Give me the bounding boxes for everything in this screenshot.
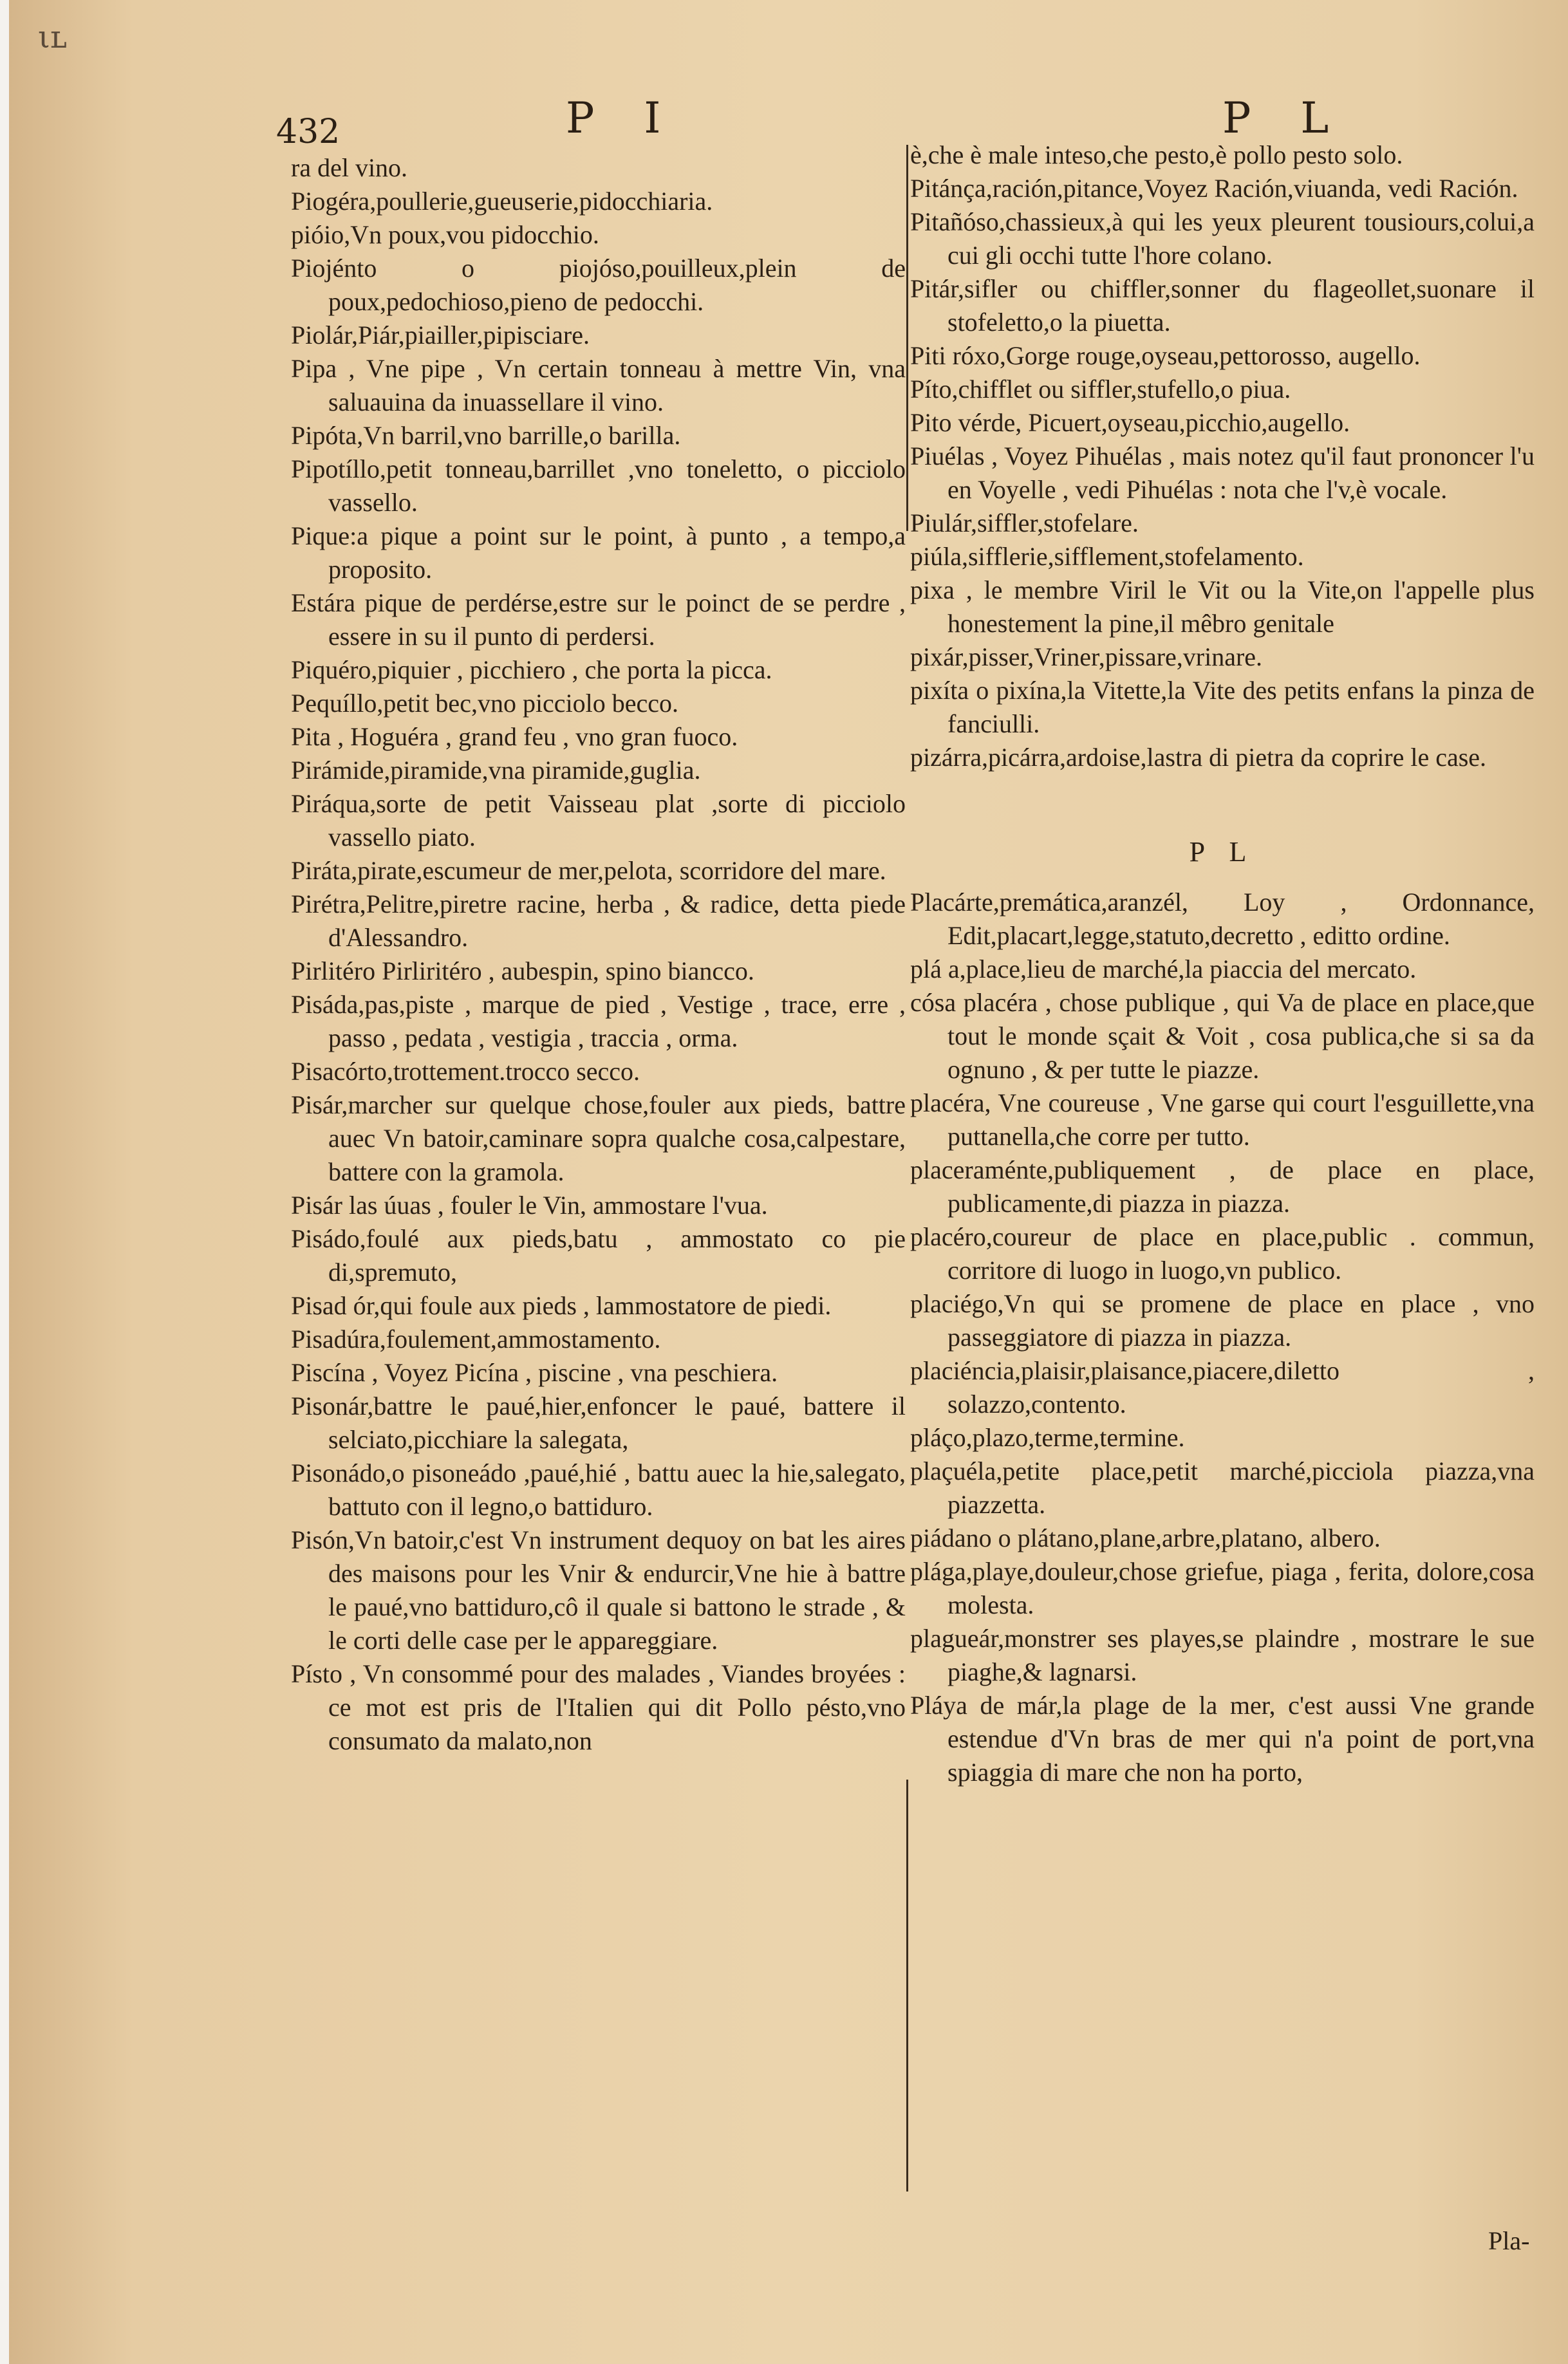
dictionary-entry: è,che è male inteso,che pesto,è pollo pesto solo. (910, 140, 1403, 169)
dictionary-entry: Pitár,sifler ou chiffler,sonner du flageollet,suonare il stofeletto,o la piuetta. (910, 274, 1535, 337)
dictionary-entry: plagueár,monstrer ses playes,se plaindre , mostrare le sue piaghe,& lagnarsi. (910, 1624, 1535, 1686)
dictionary-entry: Pitánça,ración,pitance,Voyez Ración,viuanda, vedi Ración. (910, 174, 1518, 203)
dictionary-entry: Pirámide,piramide,vna piramide,guglia. (291, 756, 701, 785)
dictionary-entry: Piráqua,sorte de petit Vaisseau plat ,sorte di picciolo vassello piato. (291, 789, 906, 852)
dictionary-entry: piúla,sifflerie,sifflement,stofelamento. (910, 542, 1304, 571)
dictionary-entry: placiéncia,plaisir,plaisance,piacere,diletto , solazzo,contento. (910, 1356, 1535, 1419)
dictionary-page (9, 0, 1568, 2364)
running-head-right: P L (1222, 93, 1347, 143)
margin-mark: ιʟ (38, 19, 67, 55)
dictionary-entry: Pito vérde, Picuert,oyseau,picchio,augello. (910, 408, 1350, 437)
dictionary-entry: Placárte,premática,aranzél, Loy , Ordonnance, Edit,placart,legge,statuto,decretto , editto ordine. (910, 888, 1535, 950)
column-rule-lower (906, 1780, 908, 2192)
dictionary-entry: piádano o plátano,plane,arbre,platano, albero. (910, 1523, 1381, 1552)
dictionary-entry: Pitañóso,chassieux,à qui les yeux pleurent tousiours,colui,a cui gli occhi tutte l'hore colano. (910, 207, 1535, 270)
dictionary-entry: Piolár,Piár,piailler,pipisciare. (291, 321, 590, 349)
dictionary-entry: plá a,place,lieu de marché,la piaccia del mercato. (910, 954, 1417, 983)
dictionary-entry: pláço,plazo,terme,termine. (910, 1423, 1185, 1452)
dictionary-entry: Estára pique de perdérse,estre sur le poinct de se perdre , essere in su il punto di perdersi. (291, 588, 906, 651)
dictionary-entry: Pisadúra,foulement,ammostamento. (291, 1325, 661, 1354)
left-column (291, 151, 906, 1758)
dictionary-entry: Piuélas , Voyez Pihuélas , mais notez qu'il faut prononcer l'u en Voyelle , vedi Pihuélas : nota che l'v,è vocale. (910, 442, 1535, 504)
dictionary-entry: Pisón,Vn batoir,c'est Vn instrument dequoy on bat les aires des maisons pour les Vnir & endurcir,Vne hie à battre le paué,vno battiduro,cô il quale si battono le strade , & le corti delle case per le appareggiare. (291, 1525, 906, 1655)
dictionary-entry: Piráta,pirate,escumeur de mer,pelota, scorridore del mare. (291, 856, 886, 885)
dictionary-entry: Piquéro,piquier , picchiero , che porta la picca. (291, 655, 772, 684)
dictionary-entry: pixa , le membre Viril le Vit ou la Vite,on l'appelle plus honestement la pine,il mêbro genitale (910, 575, 1535, 638)
dictionary-entry: Pisár las úuas , fouler le Vin, ammostare l'vua. (291, 1191, 768, 1220)
dictionary-entry: pixár,pisser,Vriner,pissare,vrinare. (910, 642, 1263, 671)
dictionary-entry: Pita , Hoguéra , grand feu , vno gran fuoco. (291, 722, 738, 751)
dictionary-entry: placéro,coureur de place en place,public . commun, corritore di luogo in luogo,vn publico. (910, 1222, 1535, 1285)
running-head-left: P I (566, 93, 679, 143)
dictionary-entry: placiégo,Vn qui se promene de place en place , vno passeggiatore di piazza in piazza. (910, 1289, 1535, 1352)
right-column-top-entries (910, 138, 1535, 774)
dictionary-entry: ra del vino. (291, 153, 408, 182)
dictionary-entry: plága,playe,douleur,chose griefue, piaga , ferita, dolore,cosa molesta. (910, 1557, 1535, 1619)
dictionary-entry: Piogéra,poullerie,gueuserie,pidocchiaria. (291, 187, 713, 216)
dictionary-entry: Piulár,siffler,stofelare. (910, 508, 1139, 537)
dictionary-entry: Pisacórto,trottement.trocco secco. (291, 1057, 640, 1086)
section-heading: P L (1189, 836, 1256, 868)
dictionary-entry: Písto , Vn consommé pour des malades , Viandes broyées : ce mot est pris de l'Italien qui dit Pollo pésto,vno consumato da malato,non (291, 1659, 906, 1755)
dictionary-entry: Pipotíllo,petit tonneau,barrillet ,vno toneletto, o picciolo vassello. (291, 454, 906, 517)
dictionary-entry: Piojénto o piojóso,pouilleux,plein de poux,pedochioso,pieno de pedocchi. (291, 254, 906, 316)
dictionary-entry: Pisádo,foulé aux pieds,batu , ammostato co pie di,spremuto, (291, 1224, 906, 1287)
dictionary-entry: pixíta o pixína,la Vitette,la Vite des petits enfans la pinza de fanciulli. (910, 676, 1535, 738)
dictionary-entry: Píto,chifflet ou siffler,stufello,o piua. (910, 375, 1291, 404)
dictionary-entry: Pequíllo,petit bec,vno picciolo becco. (291, 689, 679, 718)
dictionary-entry: placeraménte,publiquement , de place en place, publicamente,di piazza in piazza. (910, 1155, 1535, 1218)
dictionary-entry: Piscína , Voyez Picína , piscine , vna peschiera. (291, 1358, 778, 1387)
dictionary-entry: Pisár,marcher sur quelque chose,fouler aux pieds, battre auec Vn batoir,caminare sopra qualche cosa,calpestare, battere con la gramola. (291, 1090, 906, 1186)
dictionary-entry: Pipa , Vne pipe , Vn certain tonneau à mettre Vin, vna saluauina da inuassellare il vino. (291, 354, 906, 416)
dictionary-entry: placéra, Vne coureuse , Vne garse qui court l'esguillette,vna puttanella,che corre per tutto. (910, 1088, 1535, 1151)
dictionary-entry: Pirlitéro Pirliritéro , aubespin, spino biancco. (291, 956, 754, 985)
right-column-bottom-entries (910, 886, 1535, 1789)
dictionary-entry: Pisáda,pas,piste , marque de pied , Vestige , trace, erre , passo , pedata , vestigia , traccia , orma. (291, 990, 906, 1052)
dictionary-entry: Piti róxo,Gorge rouge,oyseau,pettorosso, augello. (910, 341, 1421, 370)
catchword: Pla- (1488, 2226, 1530, 2255)
dictionary-entry: cósa placéra , chose publique , qui Va de place en place,que tout le monde sçait & Voit , cosa publica,che si sa da ognuno , & per tutte le piazze. (910, 988, 1535, 1084)
dictionary-entry: pizárra,picárra,ardoise,lastra di pietra da coprire le case. (910, 743, 1487, 772)
right-column (910, 138, 1535, 1789)
dictionary-entry: Pisad ór,qui foule aux pieds , lammostatore de piedi. (291, 1291, 832, 1320)
dictionary-entry: plaçuéla,petite place,petit marché,picciola piazza,vna piazzetta. (910, 1457, 1535, 1519)
dictionary-entry: pióio,Vn poux,vou pidocchio. (291, 220, 599, 249)
dictionary-entry: Pirétra,Pelitre,piretre racine, herba , & radice, detta piede d'Alessandro. (291, 889, 906, 952)
dictionary-entry: Pipóta,Vn barril,vno barrille,o barilla. (291, 421, 681, 450)
page-number: 432 (276, 113, 341, 151)
dictionary-entry: Pisonár,battre le paué,hier,enfoncer le paué, battere il selciato,picchiare la salegata, (291, 1391, 906, 1454)
column-rule-upper (906, 145, 908, 531)
dictionary-entry: Pique:a pique a point sur le point, à punto , a tempo,a proposito. (291, 521, 906, 584)
dictionary-entry: Pisonádo,o pisoneádo ,paué,hié , battu auec la hie,salegato, battuto con il legno,o battiduro. (291, 1458, 906, 1521)
dictionary-entry: Pláya de már,la plage de la mer, c'est aussi Vne grande estendue d'Vn bras de mer qui n'a point de port,vna spiaggia di mare che non ha porto, (910, 1691, 1535, 1787)
